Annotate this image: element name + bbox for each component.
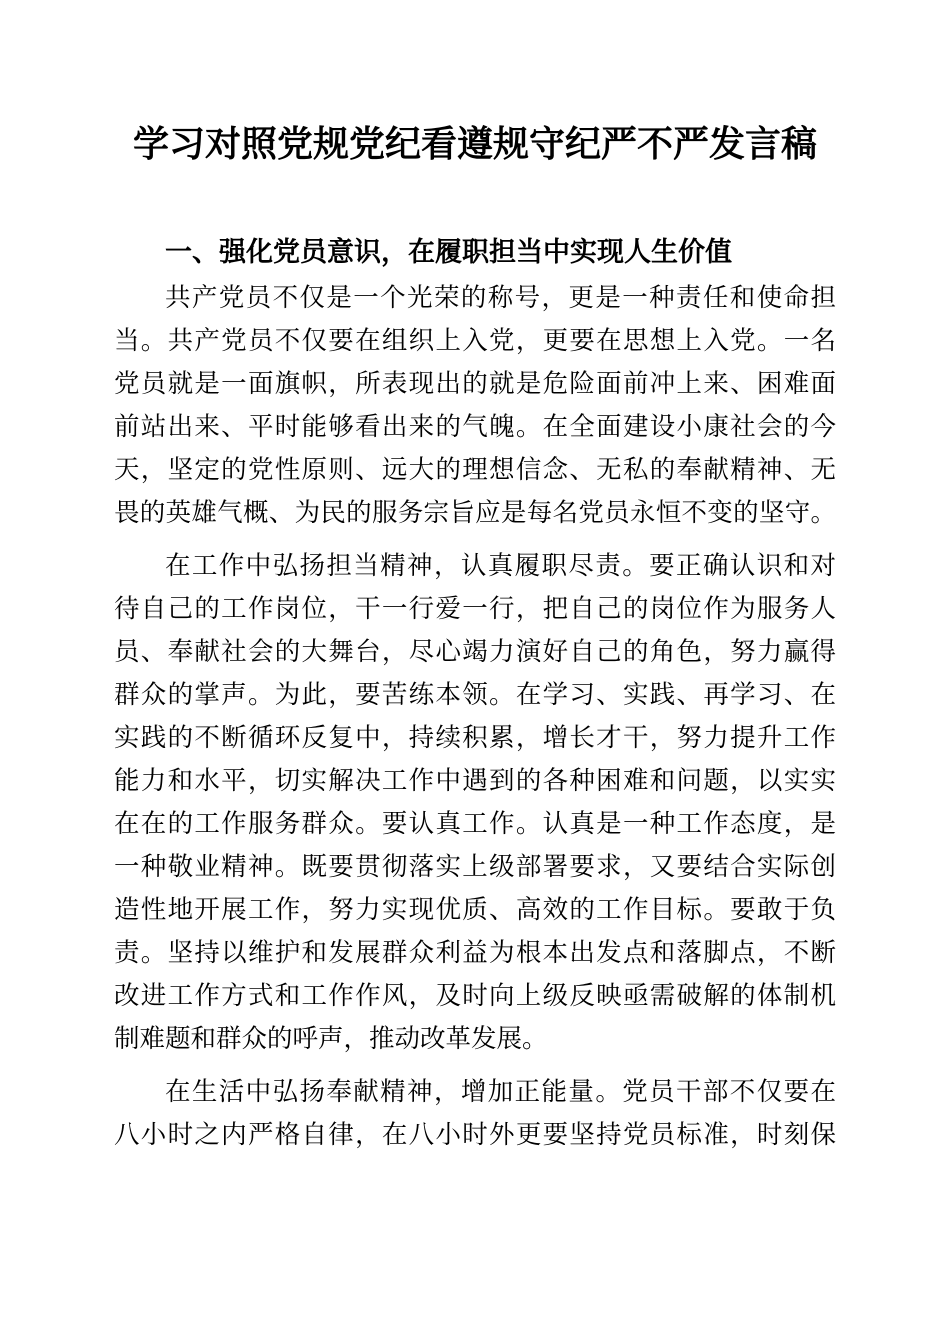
paragraph (114, 276, 836, 534)
section-body (114, 276, 836, 1156)
text-line: 前站出来、平时能够看出来的气魄。在全面建设小康社会的今 (114, 412, 836, 441)
document-title: 学习对照党规党纪看遵规守纪严不严发言稿 (132, 124, 817, 164)
text-line: 员、奉献社会的大舞台，尽心竭力演好自己的角色，努力赢得 (114, 637, 836, 666)
text-line: 当。共产党员不仅要在组织上入党，更要在思想上入党。一名 (114, 326, 836, 355)
text-line: 一种敬业精神。既要贯彻落实上级部署要求，又要结合实际创 (114, 852, 836, 881)
text-line: 在生活中弘扬奉献精神，增加正能量。党员干部不仅要在 (165, 1077, 836, 1106)
paragraph (114, 544, 836, 1060)
text-line: 畏的英雄气概、为民的服务宗旨应是每名党员永恒不变的坚守。 (114, 498, 836, 527)
text-line: 能力和水平，切实解决工作中遇到的各种困难和问题，以实实 (114, 766, 836, 795)
paragraph (114, 1070, 836, 1156)
document-body (114, 232, 836, 1156)
text-line: 在在的工作服务群众。要认真工作。认真是一种工作态度，是 (114, 809, 836, 838)
text-line: 八小时之内严格自律，在八小时外更要坚持党员标准，时刻保 (114, 1120, 836, 1149)
text-line: 责。坚持以维护和发展群众利益为根本出发点和落脚点，不断 (114, 938, 836, 967)
text-line: 待自己的工作岗位，干一行爱一行，把自己的岗位作为服务人 (114, 594, 836, 623)
text-line: 在工作中弘扬担当精神，认真履职尽责。要正确认识和对 (165, 551, 836, 580)
section-heading: 一、强化党员意识，在履职担当中实现人生价值 (165, 237, 732, 267)
text-line: 共产党员不仅是一个光荣的称号，更是一种责任和使命担 (165, 283, 836, 312)
text-line: 党员就是一面旗帜，所表现出的就是危险面前冲上来、困难面 (114, 369, 836, 398)
text-line: 制难题和群众的呼声，推动改革发展。 (114, 1024, 548, 1053)
text-line: 改进工作方式和工作作风，及时向上级反映亟需破解的体制机 (114, 981, 836, 1010)
text-line: 群众的掌声。为此，要苦练本领。在学习、实践、再学习、在 (114, 680, 836, 709)
text-line: 天，坚定的党性原则、远大的理想信念、无私的奉献精神、无 (114, 455, 836, 484)
text-line: 造性地开展工作，努力实现优质、高效的工作目标。要敢于负 (114, 895, 836, 924)
text-line: 实践的不断循环反复中，持续积累，增长才干，努力提升工作 (114, 723, 836, 752)
